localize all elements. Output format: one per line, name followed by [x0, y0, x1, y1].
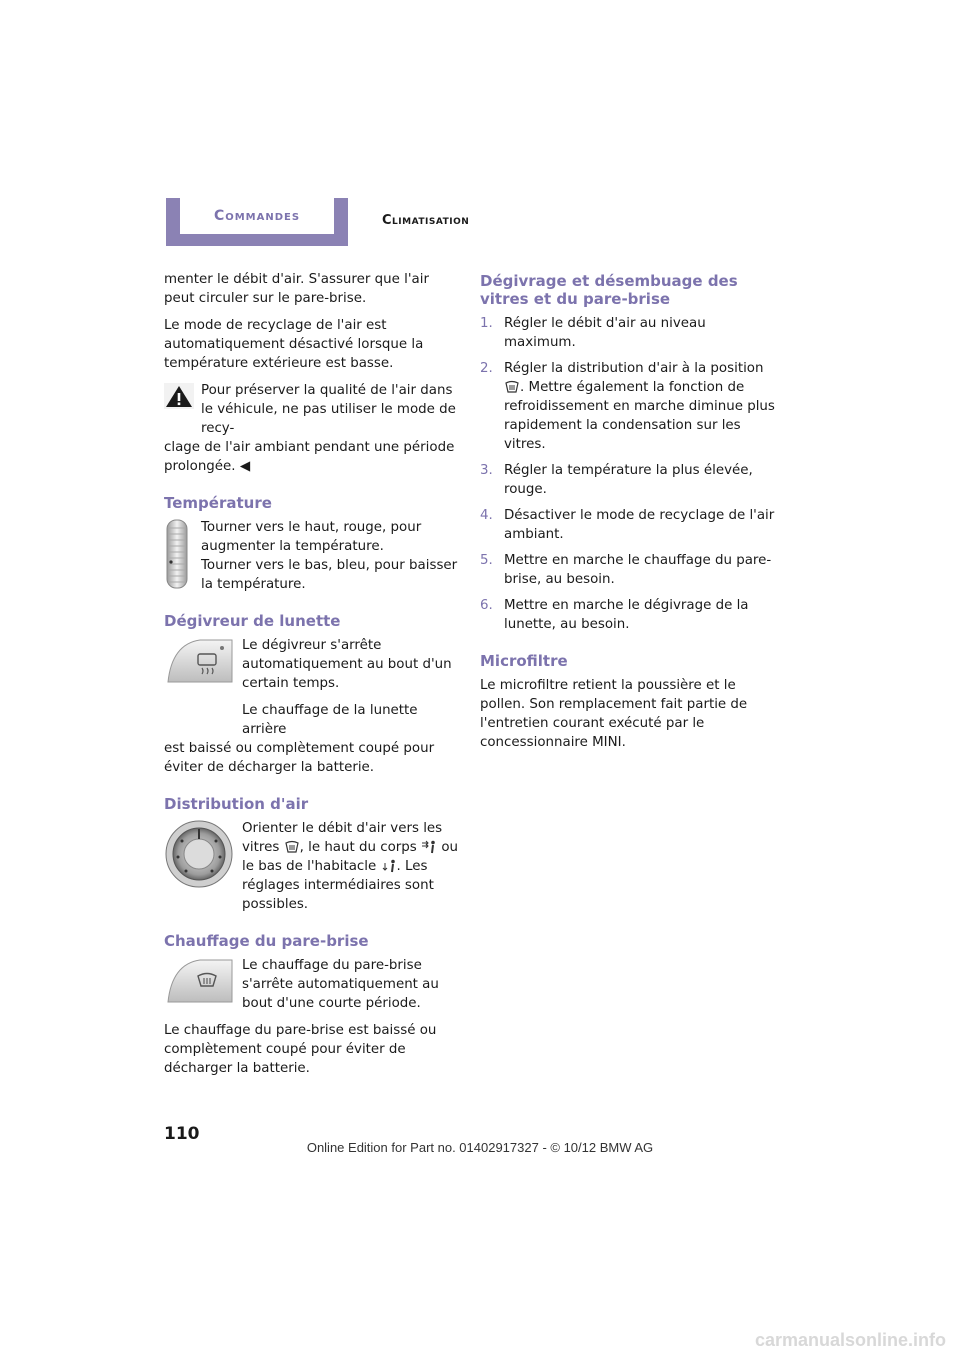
temperature-text [164, 518, 460, 594]
section-title: Commandes [213, 208, 301, 224]
step-number: 2. [480, 361, 493, 376]
chapter-title: Climatisation [382, 213, 470, 228]
step-number: 6. [480, 598, 493, 613]
section-tab [166, 198, 348, 246]
temperature-up-text: Tourner vers le haut, rouge, pour augmenter la température. [201, 520, 422, 554]
list-item [480, 551, 776, 589]
list-item [480, 461, 776, 499]
air-dist-t1: Orienter le débit d'air vers les vitres [242, 821, 443, 855]
rear-defrost-button-icon [164, 636, 234, 686]
step-text-a: Régler la distribution d'air à la position [504, 361, 764, 376]
heading-rear-defrost: Dégivreur de lunette [164, 612, 341, 630]
warning-text-2-wrap [164, 438, 460, 476]
section-tab-inner [180, 198, 334, 234]
watermark: carmanualsonline.info [754, 1330, 946, 1350]
windshield-heating-block [164, 956, 460, 1013]
step-number: 1. [480, 316, 493, 331]
list-item [480, 359, 776, 454]
paragraph-recirculation: Le mode de recyclage de l'air est automatiquement désactivé lorsque la température extérieure est basse. [164, 318, 424, 371]
heading-air-distribution: Distribution d'air [164, 795, 309, 813]
rear-defrost-block [164, 636, 460, 739]
heading-defog: Dégivrage et désembuage des vitres et du pare-brise [480, 272, 738, 308]
temperature-block [164, 518, 460, 594]
windshield-heating-button-icon [164, 956, 234, 1006]
warning-icon [164, 383, 194, 409]
windshield-icon [504, 380, 520, 394]
end-marker-icon: ◀ [239, 459, 251, 474]
warning-text-2: clage de l'air ambiant pendant une période prolongée. [164, 440, 455, 474]
warning-text-1: Pour préserver la qualité de l'air dans le véhicule, ne pas utiliser le mode de recy- [201, 383, 456, 436]
heading-windshield-heating: Chauffage du pare-brise [164, 932, 369, 950]
step-number: 4. [480, 508, 493, 523]
temperature-down-text: Tourner vers le bas, bleu, pour baisser la température. [201, 558, 458, 592]
rear-defrost-reduced-a: Le chauffage de la lunette arrière [242, 703, 418, 737]
heading-temperature: Température [164, 494, 272, 512]
heading-microfilter: Microfiltre [480, 652, 568, 670]
step-text: Mettre en marche le dégivrage de la lunette, au besoin. [504, 598, 749, 632]
air-distribution-knob-icon [164, 819, 234, 889]
rear-defrost-auto-off: Le dégivreur s'arrête automatiquement au bout d'un certain temps. [242, 638, 452, 691]
step-text: Mettre en marche le chauffage du pare-brise, au besoin. [504, 553, 772, 587]
left-column [164, 270, 460, 1086]
warning-block [164, 381, 460, 476]
step-text: Régler le débit d'air au niveau maximum. [504, 316, 706, 350]
temperature-wheel-icon [164, 518, 190, 590]
rear-defrost-reduced-b: est baissé ou complètement coupé pour éviter de décharger la batterie. [164, 741, 435, 775]
upper-body-airflow-icon [421, 840, 437, 854]
step-text: Désactiver le mode de recyclage de l'air ambiant. [504, 508, 775, 542]
paragraph-airflow: menter le débit d'air. S'assurer que l'air peut circuler sur le pare-brise. [164, 272, 429, 306]
windshield-heating-reduced: Le chauffage du pare-brise est baissé ou complètement coupé pour éviter de décharger la batterie. [164, 1023, 437, 1076]
windshield-heating-auto-off: Le chauffage du pare-brise s'arrête automatiquement au bout d'une courte période. [242, 958, 439, 1011]
air-dist-t3: ou le bas de l'habitacle [242, 840, 458, 874]
list-item [480, 314, 776, 352]
page-number: 110 [164, 1124, 200, 1144]
right-column [480, 270, 776, 760]
step-text: Régler la température la plus élevée, rouge. [504, 463, 753, 497]
step-text-b: . Mettre également la fonction de refroidissement en marche diminue plus rapidement la condensation sur les vitres. [504, 380, 775, 452]
air-distribution-block [164, 819, 460, 914]
list-item [480, 506, 776, 544]
footwell-airflow-icon [381, 859, 397, 873]
air-dist-t2: , le haut du corps [299, 840, 417, 855]
defog-steps [480, 314, 776, 634]
step-number: 3. [480, 463, 493, 478]
list-item [480, 596, 776, 634]
air-dist-t4: . Les réglages intermédiaires sont possibles. [242, 859, 434, 912]
step-number: 5. [480, 553, 493, 568]
microfilter-text: Le microfiltre retient la poussière et le pollen. Son remplacement fait partie de l'entretien courant exécuté par le concessionnaire MINI. [480, 678, 748, 750]
footer-edition: Online Edition for Part no. 01402917327 - © 10/12 BMW AG [306, 1140, 654, 1155]
windshield-icon [284, 840, 300, 854]
air-distribution-paragraph [242, 819, 460, 914]
